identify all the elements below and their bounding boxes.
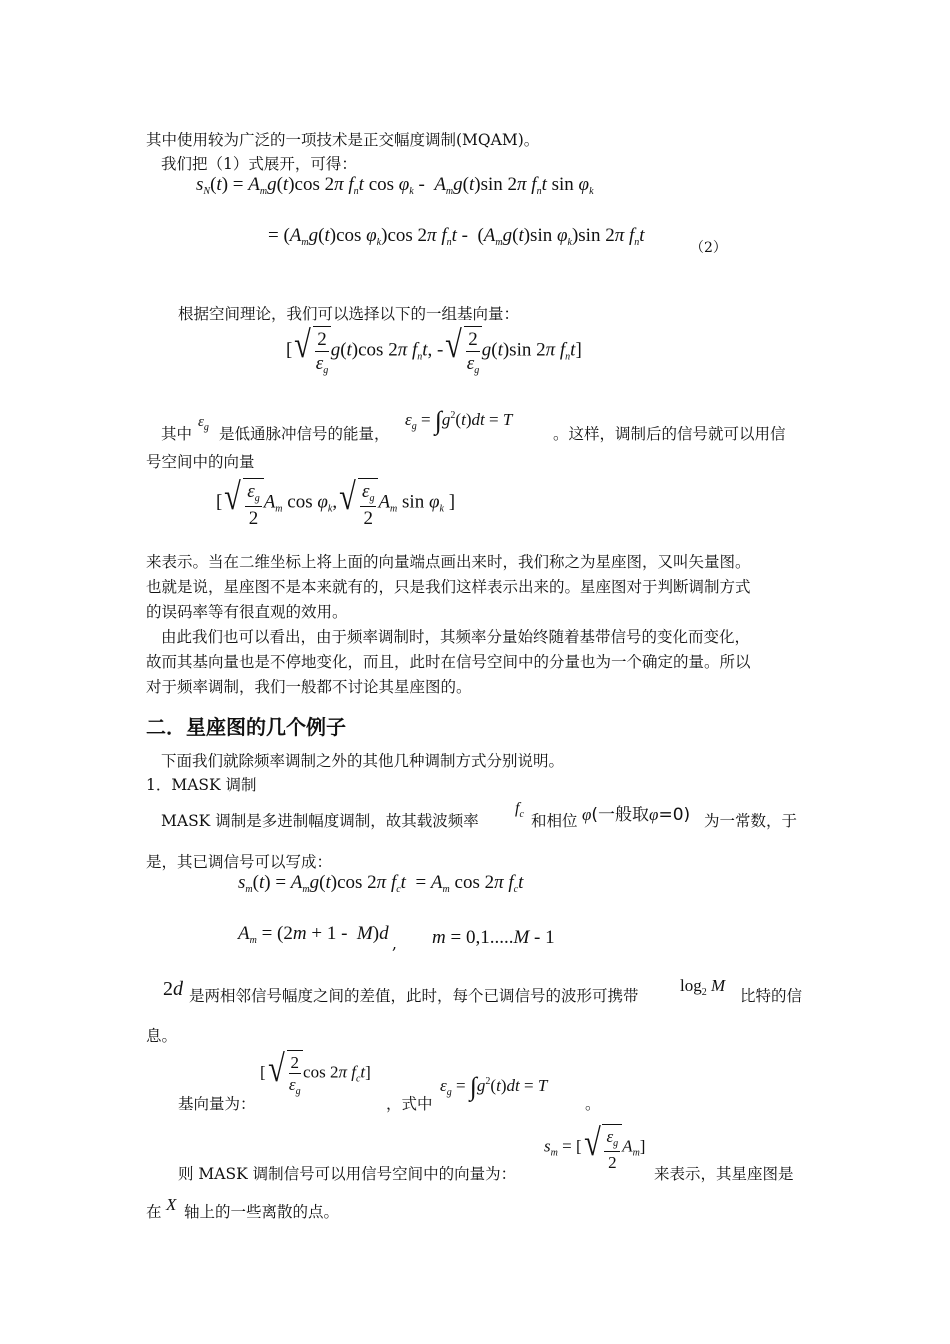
paragraph-mask-basis-b: ，式中 bbox=[386, 1095, 433, 1113]
paragraph-mask-vector-b: 来表示，其星座图是 bbox=[654, 1165, 794, 1183]
phase-note-end: =0) bbox=[658, 805, 691, 825]
equation-number: （2） bbox=[690, 240, 727, 256]
paragraph-mqam: 其中使用较为广泛的一项技术是正交幅度调制(MQAM)。 bbox=[146, 131, 540, 149]
carrier-frequency-symbol: $f_c$ bbox=[515, 800, 524, 820]
paragraph-intro: 下面我们就除频率调制之外的其他几种调制方式分别说明。 bbox=[161, 752, 565, 770]
paragraph-basis: 根据空间理论，我们可以选择以下的一组基向量： bbox=[178, 305, 520, 323]
equation-2-line-1: $s_N(t) = A_mg(t)\cos$ 2π $f_nt$ $\cos \varphi_k - A_mg(t)\sin$ 2π $f_nt$ $\sin \varphi_k$ bbox=[196, 174, 594, 197]
paragraph-energy-b: 是低通脉冲信号的能量， bbox=[219, 425, 390, 443]
comma: , bbox=[392, 935, 397, 953]
paragraph-2d-c: 息。 bbox=[146, 1027, 178, 1045]
paragraph-energy-c: 。这样，调制后的信号就可以用信 bbox=[553, 425, 786, 443]
mask-basis-vector: [ √ $\frac{2}{\varepsilon_g}$ cos 2π $f_ct$] bbox=[260, 1048, 371, 1097]
paragraph-frequency-1: 由此我们也可以看出，由于频率调制时，其频率分量始终随着基带信号的变化而变化， bbox=[161, 628, 751, 646]
signal-vector-equation: [ √ $\frac{\varepsilon_g}{2}$ $A_m$ $\cos \varphi_k$, √ $\frac{\varepsilon_g}{2}$ $A_m$ $\sin \varphi_k$ ] bbox=[216, 476, 456, 529]
two-d-symbol: 2d bbox=[163, 978, 183, 1000]
mask-energy-integral: $\varepsilon_g = \int g^2(t)dt = T$ bbox=[440, 1072, 548, 1101]
amplitude-equation: $A_m = (2m + 1 - M)d$ bbox=[238, 923, 389, 946]
log2m-symbol: $\log_2 M$ bbox=[680, 976, 726, 998]
equation-2-line-2: = ($A_mg(t)\cos$ $\varphi_k)\cos$ 2π $f_nt - (A_mg(t)\sin$ $\varphi_k)\sin$ 2π $f_nt$ bbox=[268, 225, 645, 248]
paragraph-constellation-1: 来表示。当在二维坐标上将上面的向量端点画出来时，我们称之为星座图，又叫矢量图。 bbox=[146, 553, 751, 571]
x-axis-symbol: X bbox=[166, 1195, 177, 1214]
phase-note-text: (一般取 bbox=[591, 805, 650, 825]
paragraph-mask-vector-a: 则 MASK 调制信号可以用信号空间中的向量为： bbox=[178, 1165, 517, 1183]
paragraph-2d-b: 比特的信 bbox=[740, 987, 803, 1005]
paragraph-frequency-3: 对于频率调制，我们一般都不讨论其星座图的。 bbox=[146, 678, 472, 696]
paragraph-energy-d: 号空间中的向量 bbox=[146, 453, 255, 471]
paragraph-mask-basis-c: 。 bbox=[585, 1095, 601, 1113]
paragraph-energy-a: 其中 bbox=[161, 425, 193, 443]
paragraph-mask-a: MASK 调制是多进制幅度调制，故其载波频率 bbox=[161, 812, 479, 830]
paragraph-mask-c: 为一常数，于 bbox=[704, 812, 798, 830]
paragraph-expand: 我们把（1）式展开，可得： bbox=[161, 155, 357, 173]
paragraph-mask-basis-a: 基向量为： bbox=[178, 1095, 256, 1113]
paragraph-mask-d: 是，其已调信号可以写成： bbox=[146, 853, 333, 871]
section-heading: 二．星座图的几个例子 bbox=[146, 715, 346, 739]
paragraph-frequency-2: 故而其基向量也是不停地变化，而且，此时在信号空间中的分量也为一个确定的量。所以 bbox=[146, 653, 751, 671]
paragraph-mask-vector-d: 轴上的一些离散的点。 bbox=[184, 1203, 340, 1221]
m-range-equation: m = 0,1.....M - 1 bbox=[432, 927, 555, 948]
mask-signal-equation: $s_m(t) = A_mg(t)\cos$ 2π $f_ct = A_m$ cos 2π $f_ct$ bbox=[238, 872, 524, 895]
phase-note: φ(一般取φ=0) bbox=[582, 805, 691, 825]
basis-vector-equation: [ √ $\frac{2}{\varepsilon_g}$ g(t)cos 2π $f_nt$, - √ $\frac{2}{\varepsilon_g}$ g(t)sin 2π $f_nt$] bbox=[286, 324, 582, 376]
paragraph-constellation-3: 的误码率等有很直观的效用。 bbox=[146, 603, 348, 621]
energy-integral: $\varepsilon_g = \int g^2(t)dt = T$ bbox=[405, 406, 513, 435]
paragraph-2d-a: 是两相邻信号幅度之间的差值，此时，每个已调信号的波形可携带 bbox=[189, 987, 639, 1005]
paragraph-constellation-2: 也就是说，星座图不是本来就有的，只是我们这样表示出来的。星座图对于判断调制方式 bbox=[146, 578, 751, 596]
mask-vector-equation: $s_m$ = [ √ $\frac{\varepsilon_g}{2}$ $A_m$] bbox=[544, 1122, 646, 1172]
subheading-mask: 1．MASK 调制 bbox=[146, 776, 257, 794]
paragraph-mask-vector-c: 在 bbox=[146, 1203, 162, 1221]
paragraph-mask-b: 和相位 bbox=[531, 812, 578, 830]
epsilon-g-symbol: $\varepsilon_g$ bbox=[198, 414, 209, 433]
